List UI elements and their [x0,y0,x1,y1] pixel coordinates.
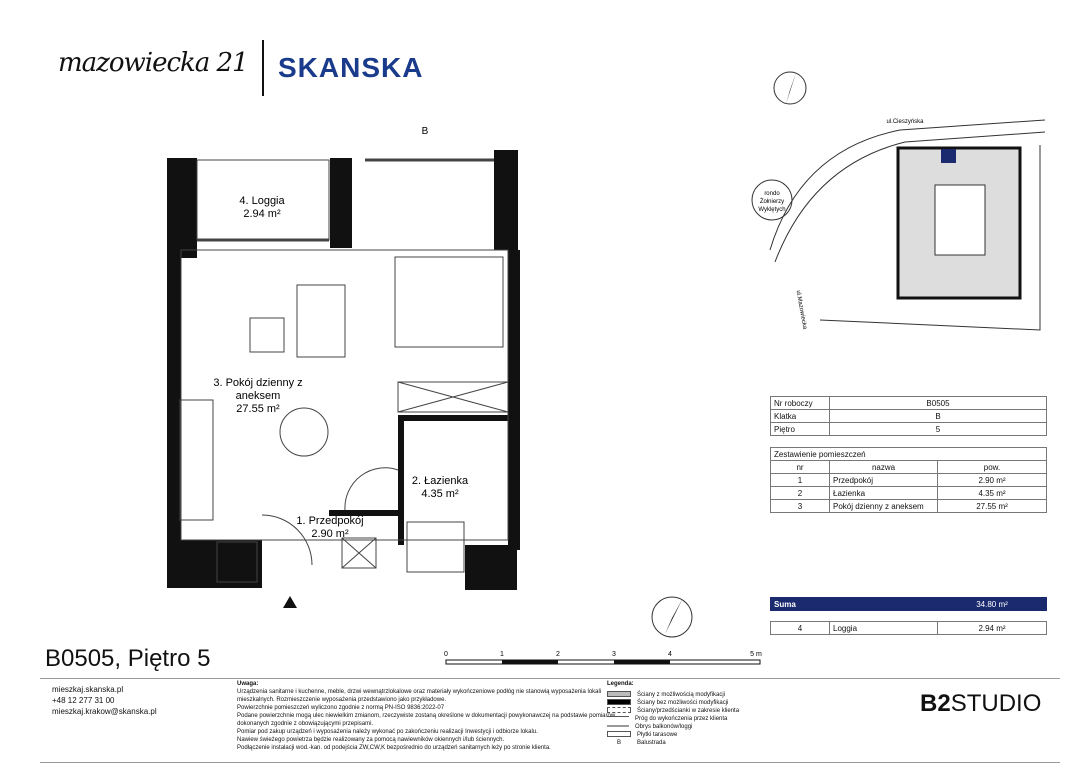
north-label: N [788,98,794,105]
cell: B0505 [830,397,1047,410]
note-line: Podłączenie instalacji wod.-kan. od podejścia ZW,CW,K bezpośrednio do urządzeń sanitarnych leży po stronie klienta. [237,745,551,751]
cell: 1 [771,474,830,487]
cell: Przedpokój [830,474,938,487]
legend-item: Ściany z możliwością modyfikacji [637,692,726,698]
email-link[interactable]: mieszkaj.krakow@skanska.pl [52,707,157,716]
legend-item: Ściany bez możliwości modyfikacji [637,700,729,706]
scale-tick: 4 [668,651,672,658]
room-area-living: 27.55 m² [236,403,280,415]
note-line: Nawiew świeżego powietrza będzie realizowany za pomocą nawiewników okiennych i/lub ściennych. [237,737,505,743]
cell: Nr roboczy [771,397,830,410]
contact-info [52,684,157,717]
cell: Pokój dzienny z aneksem [830,500,938,513]
room-area-bathroom: 4.35 m² [421,488,459,500]
skanska-logo: SKANSKA [278,52,424,83]
cell: 4.35 m² [938,487,1047,500]
cell: 5 [830,423,1047,436]
legend-item: Płytki tarasowe [637,732,678,738]
studio-logo-rest: STUDIO [950,690,1042,717]
note-line: Pomiar pod zakup urządzeń i wyposażenia należy wykonać po zakończeniu realizacji Inwestycji i odbiorze lokalu. [237,729,538,735]
room-label-loggia: 4. Loggia [239,195,285,207]
room-area-hall: 2.90 m² [311,528,349,540]
loggia-row [770,621,1047,635]
legend-item: Balustrada [637,740,666,746]
cell: 27.55 m² [938,500,1047,513]
notes-title: Uwaga: [237,681,259,687]
sum-label: Suma [771,598,938,611]
legend-item: Obrys balkonów/loggi [635,724,693,730]
table-title: Zestawienie pomieszczeń [771,448,1047,461]
cell: B [830,410,1047,423]
studio-logo-bold: B2 [920,690,951,717]
legend-title: Legenda: [607,681,634,687]
divider [40,678,1060,679]
cell: 2 [771,487,830,500]
scale-tick: 3 [612,651,616,658]
cell: Klatka [771,410,830,423]
room-label-bathroom: 2. Łazienka [411,475,469,487]
balustrade-label: B [421,126,429,137]
scale-tick: 1 [500,651,504,658]
room-area-loggia: 2.94 m² [243,208,281,220]
note-line: Podane powierzchnie mogą ulec niewielkim zmianom, rzeczywiste zostaną określone w dokumentacji powykonawczej na podstawie pomiarów dokonanych zgodnie z obowiązującymi przepisami. [237,713,616,727]
cell: 2.94 m² [938,622,1047,635]
legend [607,680,739,747]
info-table [770,396,1047,436]
sum-row [770,597,1047,611]
scale-bar [444,651,762,664]
scale-tick: 0 [444,651,448,658]
phone: +48 12 277 31 00 [52,696,115,705]
cell: 4 [771,622,830,635]
table-row [771,500,1047,513]
room-label-hall: 1. Przedpokój [296,515,364,527]
street-label: ul.Cieszyńska [886,119,924,125]
roundabout-label: rondo [764,191,780,197]
north-label-2: N [675,628,681,635]
unit-title: B0505, Piętro 5 [45,645,211,672]
wall [167,158,197,258]
cell: Piętro [771,423,830,436]
note-line: Powierzchnie pomieszczeń wyliczono zgodnie z normą PN-ISO 9836:2022-07 [237,705,445,711]
legend-item: Próg do wykończenia przez klienta [635,716,728,722]
studio-logo [920,690,1041,718]
sum-value: 34.80 m² [938,598,1047,611]
cell: 3 [771,500,830,513]
scale-tick: 2 [556,651,560,658]
divider [40,762,1060,763]
notes [237,680,627,752]
website-link[interactable]: mieszkaj.skanska.pl [52,685,124,694]
header: pow. [938,461,1047,474]
site-map [652,72,1045,637]
scale-tick: 5 m [750,651,762,658]
street-label-2: ul.Mazowiecka [794,289,808,330]
roundabout-label: Żołnierzy [759,199,785,205]
table-row [771,487,1047,500]
room-label-living-2: aneksem [235,390,281,402]
table-row [771,474,1047,487]
cell: Łazienka [830,487,938,500]
balustrade-symbol: B [616,740,621,746]
roundabout-label: Wyklętych [758,207,786,213]
cell: Loggia [830,622,938,635]
note-line: Urządzenia sanitarne i kuchenne, meble, drzwi wewnątrzlokalowe oraz materiały wykończeniowe podłóg nie stanowią wyposażenia lokali mieszkalnych. Rozmieszczenie wyposażenia przedstawiono jako przykładowe. [237,689,602,703]
header: nr [771,461,830,474]
legend-item: Ściany/przedścianki w zakresie klienta [637,708,740,714]
room-label-living: 3. Pokój dzienny z [213,377,303,389]
brand-logo: mazowiecka 21 [58,48,248,78]
entrance-marker [283,596,297,608]
header: nazwa [830,461,938,474]
cell: 2.90 m² [938,474,1047,487]
rooms-table [770,447,1047,513]
